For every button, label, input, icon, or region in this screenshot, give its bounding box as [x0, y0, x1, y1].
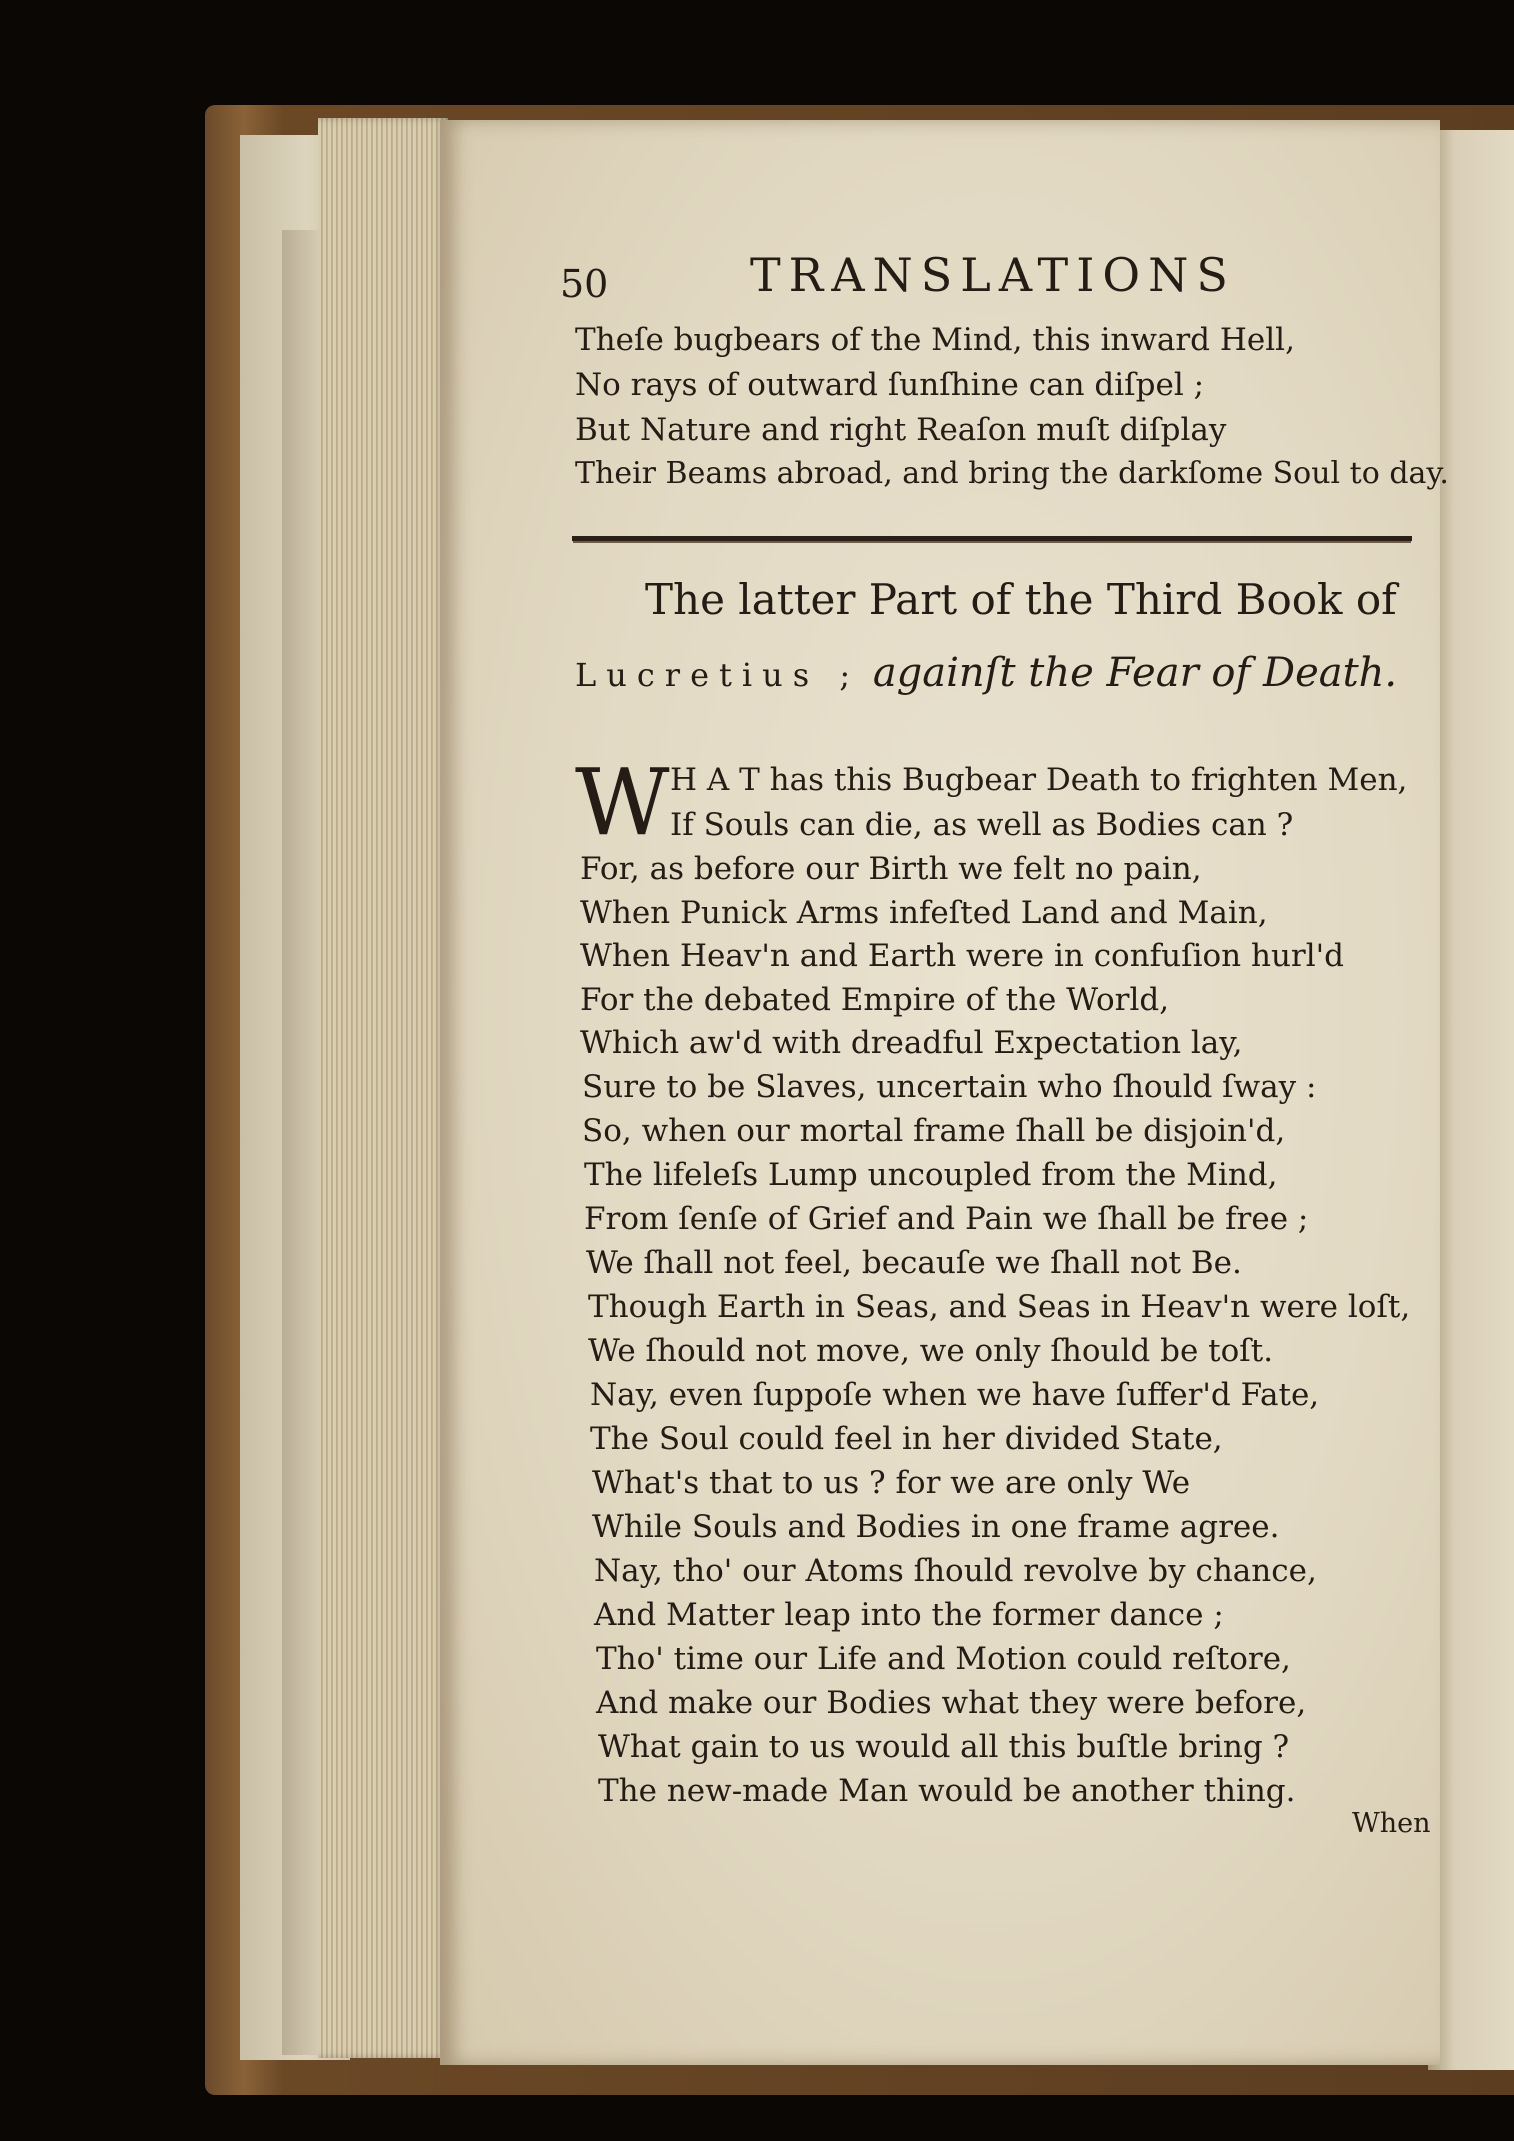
poem-line: Tho' time our Life and Motion could reſtore,	[596, 1641, 1291, 1677]
poem-line: Though Earth in Seas, and Seas in Heav'n were loſt,	[588, 1289, 1411, 1325]
running-head: TRANSLATIONS	[750, 248, 1236, 302]
poem-line: Nay, even ſuppoſe when we have ſuffer'd Fate,	[590, 1377, 1320, 1413]
author-name: Lucretius ;	[575, 656, 861, 694]
poem-line: For, as before our Birth we felt no pain,	[580, 851, 1202, 887]
poem-line: From ſenſe of Grief and Pain we ſhall be free ;	[584, 1201, 1309, 1237]
poem-line: The Soul could feel in her divided State,	[590, 1421, 1223, 1457]
verse-line: But Nature and right Reaſon muſt diſplay	[575, 412, 1227, 448]
poem-title: The latter Part of the Third Book of	[645, 575, 1397, 624]
poem-line: So, when our mortal frame ſhall be disjoin'd,	[582, 1113, 1286, 1149]
verse-line: Their Beams abroad, and bring the darkſome Soul to day.	[575, 456, 1449, 491]
poem-line: Which aw'd with dreadful Expectation lay,	[580, 1025, 1243, 1061]
poem-line: When Punick Arms infeſted Land and Main,	[580, 895, 1268, 931]
section-divider	[572, 536, 1412, 541]
poem-line: For the debated Empire of the World,	[580, 982, 1170, 1018]
poem-subtitle: againſt the Fear of Death.	[872, 650, 1398, 696]
poem-line: What's that to us ? for we are only We	[592, 1465, 1191, 1501]
poem-line: Sure to be Slaves, uncertain who ſhould ſway :	[582, 1069, 1317, 1105]
facing-page-edge	[1428, 130, 1514, 2070]
poem-line: What gain to us would all this buſtle bring ?	[598, 1729, 1290, 1765]
poem-line: And Matter leap into the former dance ;	[594, 1597, 1224, 1633]
poem-line: We ſhall not feel, becauſe we ſhall not Be.	[586, 1245, 1242, 1281]
verse-line: No rays of outward ſunſhine can diſpel ;	[575, 367, 1205, 403]
poem-line: When Heav'n and Earth were in confuſion hurl'd	[580, 938, 1345, 974]
poem-line: If Souls can die, as well as Bodies can ?	[670, 807, 1294, 843]
catchword: When	[1352, 1808, 1431, 1839]
poem-line: While Souls and Bodies in one frame agree.	[592, 1509, 1280, 1545]
poem-line: We ſhould not move, we only ſhould be toſt.	[588, 1333, 1274, 1369]
poem-line: The new-made Man would be another thing.	[598, 1773, 1296, 1809]
poem-line: Nay, tho' our Atoms ſhould revolve by chance,	[594, 1553, 1317, 1589]
page-number: 50	[560, 262, 609, 306]
drop-cap: W	[575, 749, 670, 856]
poem-line: The lifeleſs Lump uncoupled from the Mind,	[584, 1157, 1278, 1193]
page-stack-edge	[318, 118, 448, 2058]
poem-line-first: H A T has this Bugbear Death to frighten Men,	[670, 762, 1408, 798]
poem-line: And make our Bodies what they were before,	[596, 1685, 1307, 1721]
poem-title-author-line	[575, 650, 1397, 696]
verse-line: Theſe bugbears of the Mind, this inward Hell,	[575, 322, 1295, 358]
endpaper-edge	[282, 230, 322, 2055]
